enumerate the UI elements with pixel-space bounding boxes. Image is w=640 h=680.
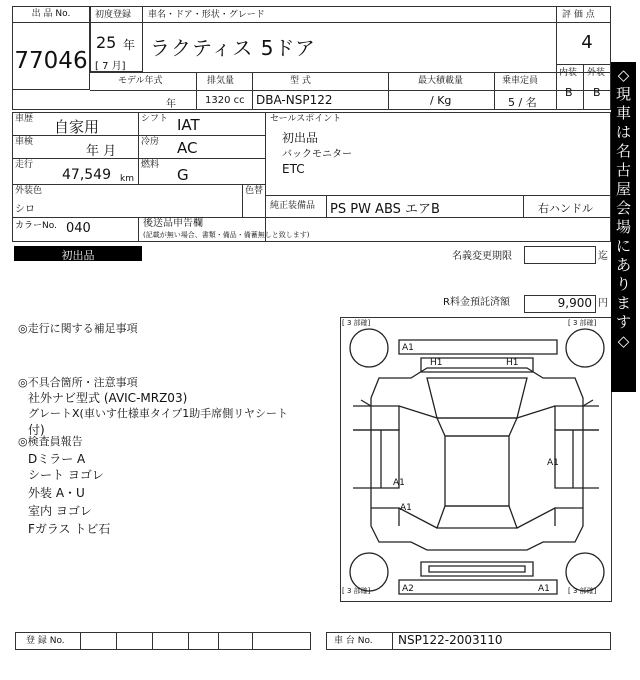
inspector-line-2: シート ヨゴレ [28, 468, 104, 482]
type-value: DBA-NSP122 [256, 93, 333, 107]
banner-char: す [615, 313, 631, 331]
exterior-grade: B [593, 86, 601, 99]
color-change-label: 色替 [245, 186, 264, 196]
sales-point-1: 初出品 [282, 131, 319, 145]
banner-char: り [615, 275, 631, 293]
lot-no-value: 77046 [14, 48, 88, 74]
displacement-value: 1320 cc [205, 95, 245, 106]
car-diagram [340, 317, 612, 602]
interior-grade: B [565, 86, 573, 99]
fuel-value: G [177, 166, 189, 184]
reg-year-unit: 年 [123, 38, 136, 52]
sales-point-label: セールスポイント [270, 114, 342, 124]
banner-char: 現 [615, 85, 631, 103]
handle-value: 右ハンドル [538, 202, 593, 215]
interior-label: 内装 [559, 68, 578, 78]
reg-year: 25 [96, 33, 117, 52]
defect-line-3: 付) [28, 423, 45, 437]
running-notes-title: ◎走行に関する補足事項 [18, 322, 138, 335]
history-label: 車歴 [15, 114, 34, 124]
chassis-value: NSP122-2003110 [398, 633, 503, 647]
banner-char: あ [615, 256, 631, 274]
mileage-value: 47,549 [62, 167, 111, 183]
damage-mark-headlight-left: H1 [430, 358, 443, 368]
lot-no-label: 出 品 No. [31, 9, 71, 19]
banner-char: 屋 [615, 180, 631, 198]
exterior-color-label: 外装色 [15, 186, 43, 196]
car-name-label: 車名・ドア・形状・グレード [148, 10, 265, 20]
banner-char: ◇ [617, 332, 630, 350]
damage-mark-headlight-right: H1 [506, 358, 519, 368]
ac-label: 冷房 [141, 137, 160, 147]
max-load-label: 最大積載量 [418, 76, 464, 86]
color-no-value: 040 [66, 221, 91, 236]
damage-mark-rear-bumper-left: A2 [402, 584, 414, 594]
reg-month: [ 7 月] [95, 61, 126, 72]
banner-char: 古 [615, 161, 631, 179]
exterior-label: 外装 [587, 68, 606, 78]
reg-no-label: 登 録 No. [26, 636, 65, 646]
banner-char: ◇ [617, 66, 630, 84]
shift-value: IAT [177, 116, 200, 134]
name-change-box [524, 246, 596, 264]
exterior-color-value: シロ [15, 204, 35, 215]
displacement-label: 排気量 [207, 76, 235, 86]
standard-equip-label: 純正装備品 [270, 201, 316, 211]
damage-mark-left-quarter: A1 [400, 503, 412, 513]
model-year-label: モデル年式 [118, 76, 163, 86]
damage-mark-front-bumper: A1 [402, 343, 414, 353]
tire-right-bottom: [ 3 部確] [568, 587, 597, 595]
capacity-label: 乗車定員 [502, 76, 539, 86]
inspector-line-4: 室内 ヨゴレ [28, 504, 92, 518]
banner-char: ま [615, 294, 631, 312]
defect-line-2: グレートX(車いす仕様車タイプ1助手席側リヤシート [28, 407, 288, 420]
tire-left-top: [ 3 部確] [342, 319, 371, 327]
standard-equip-value: PS PW ABS エアB [330, 202, 440, 217]
score-label: 評 価 点 [562, 10, 595, 20]
name-change-label: 名義変更期限 [452, 251, 512, 262]
fuel-label: 燃料 [141, 160, 160, 170]
mileage-unit: km [120, 174, 134, 184]
inspector-title: ◎検査員報告 [18, 435, 83, 448]
type-label: 型 式 [290, 76, 311, 86]
location-banner [611, 62, 636, 392]
post-parts-note: (記載が無い場合、書類・備品・備蓄無しと致します) [143, 231, 310, 239]
banner-char: に [615, 237, 631, 255]
banner-char: 場 [615, 218, 631, 236]
inspection-label: 車検 [15, 137, 34, 147]
history-value: 自家用 [54, 118, 100, 136]
inspector-line-1: Dミラー A [28, 452, 86, 466]
tire-left-bottom: [ 3 部確] [342, 587, 371, 595]
inspection-value: 年 月 [86, 144, 117, 159]
first-reg-label: 初度登録 [95, 10, 132, 20]
ac-value: AC [177, 139, 198, 157]
score-value: 4 [581, 32, 593, 53]
recycle-unit: 円 [598, 298, 608, 309]
sales-point-3: ETC [282, 162, 305, 176]
banner-char: 車 [615, 104, 631, 122]
max-load-value: / Kg [430, 94, 452, 107]
recycle-label: R料金預託済額 [443, 297, 510, 308]
inspector-line-5: Fガラス トビ石 [28, 522, 111, 536]
banner-char: は [615, 123, 631, 141]
model-year-unit: 年 [166, 99, 176, 110]
inspector-line-3: 外装 A・U [28, 486, 85, 500]
post-parts-label: 後送品申告欄 [143, 218, 203, 229]
damage-mark-right-door: A1 [547, 458, 559, 468]
sales-point-2: バックモニター [282, 149, 352, 160]
defect-line-1: 社外ナビ型式 (AVIC-MRZ03) [28, 391, 188, 405]
chassis-label: 車 台 No. [334, 636, 373, 646]
banner-char: 会 [615, 199, 631, 217]
shift-label: シフト [141, 114, 169, 124]
tire-right-top: [ 3 部確] [568, 319, 597, 327]
capacity-value: 5 / 名 [508, 96, 537, 109]
first-listing-badge-text: 初出品 [61, 249, 95, 262]
damage-mark-left-rear: A1 [393, 478, 405, 488]
color-no-label: カラーNo. [15, 221, 57, 231]
name-change-unit: 迄 [598, 251, 608, 262]
damage-mark-rear-bumper-right: A1 [538, 584, 550, 594]
car-name-value: ラクティス 5ドア [150, 36, 316, 60]
recycle-value: 9,900 [557, 296, 592, 310]
mileage-label: 走行 [15, 160, 34, 170]
banner-char: 名 [615, 142, 631, 160]
defects-title: ◎不具合箇所・注意事項 [18, 376, 138, 389]
